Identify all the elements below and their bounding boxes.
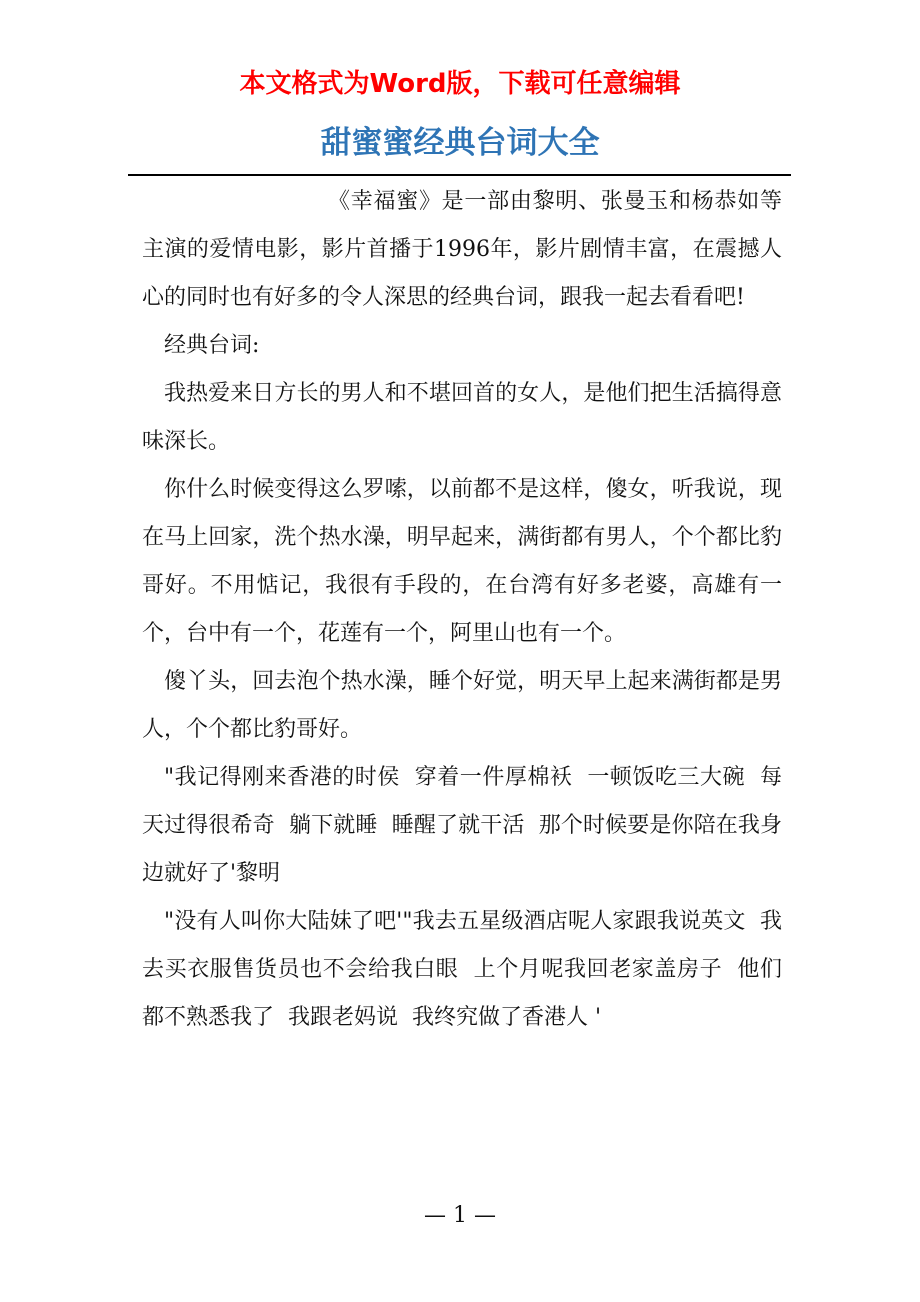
section-heading-classic-lines: 经典台词:	[164, 333, 260, 358]
quote-paragraph: 你什么时候变得这么罗嗦，以前都不是这样，傻女，听我说，现在马上回家，洗个热水澡，明早起来，满街都有男人，个个都比豹哥好。不用惦记，我很有手段的，在台湾有好多老婆，高雄有一个，台中有一个，花莲有一个，阿里山也有一个。	[142, 477, 782, 646]
document-body	[142, 178, 782, 1042]
quote-paragraph: "没有人叫你大陆妹了吧'"我去五星级酒店呢人家跟我说英文 我去买衣服售货员也不会给我白眼 上个月呢我回老家盖房子 他们都不熟悉我了 我跟老妈说 我终究做了香港人 '	[142, 909, 782, 1030]
document-title: 甜蜜蜜经典台词大全	[320, 125, 600, 161]
intro-paragraph: 《幸福蜜》是一部由黎明、张曼玉和杨恭如等主演的爱情电影，影片首播于1996年，影片剧情丰富，在震撼人心的同时也有好多的令人深思的经典台词，跟我一起去看看吧!	[142, 189, 782, 310]
quote-paragraph: 我热爱来日方长的男人和不堪回首的女人，是他们把生活搞得意味深长。	[142, 381, 782, 454]
format-notice: 本文格式为Word版，下载可任意编辑	[239, 69, 681, 99]
title-divider	[128, 174, 791, 176]
quote-paragraph: "我记得刚来香港的时侯 穿着一件厚棉袄 一顿饭吃三大碗 每天过得很希奇 躺下就睡 睡醒了就干活 那个时候要是你陪在我身边就好了'黎明	[142, 765, 782, 886]
page-number: — 1 —	[424, 1203, 496, 1228]
quote-paragraph: 傻丫头，回去泡个热水澡，睡个好觉，明天早上起来满街都是男人，个个都比豹哥好。	[142, 669, 782, 742]
